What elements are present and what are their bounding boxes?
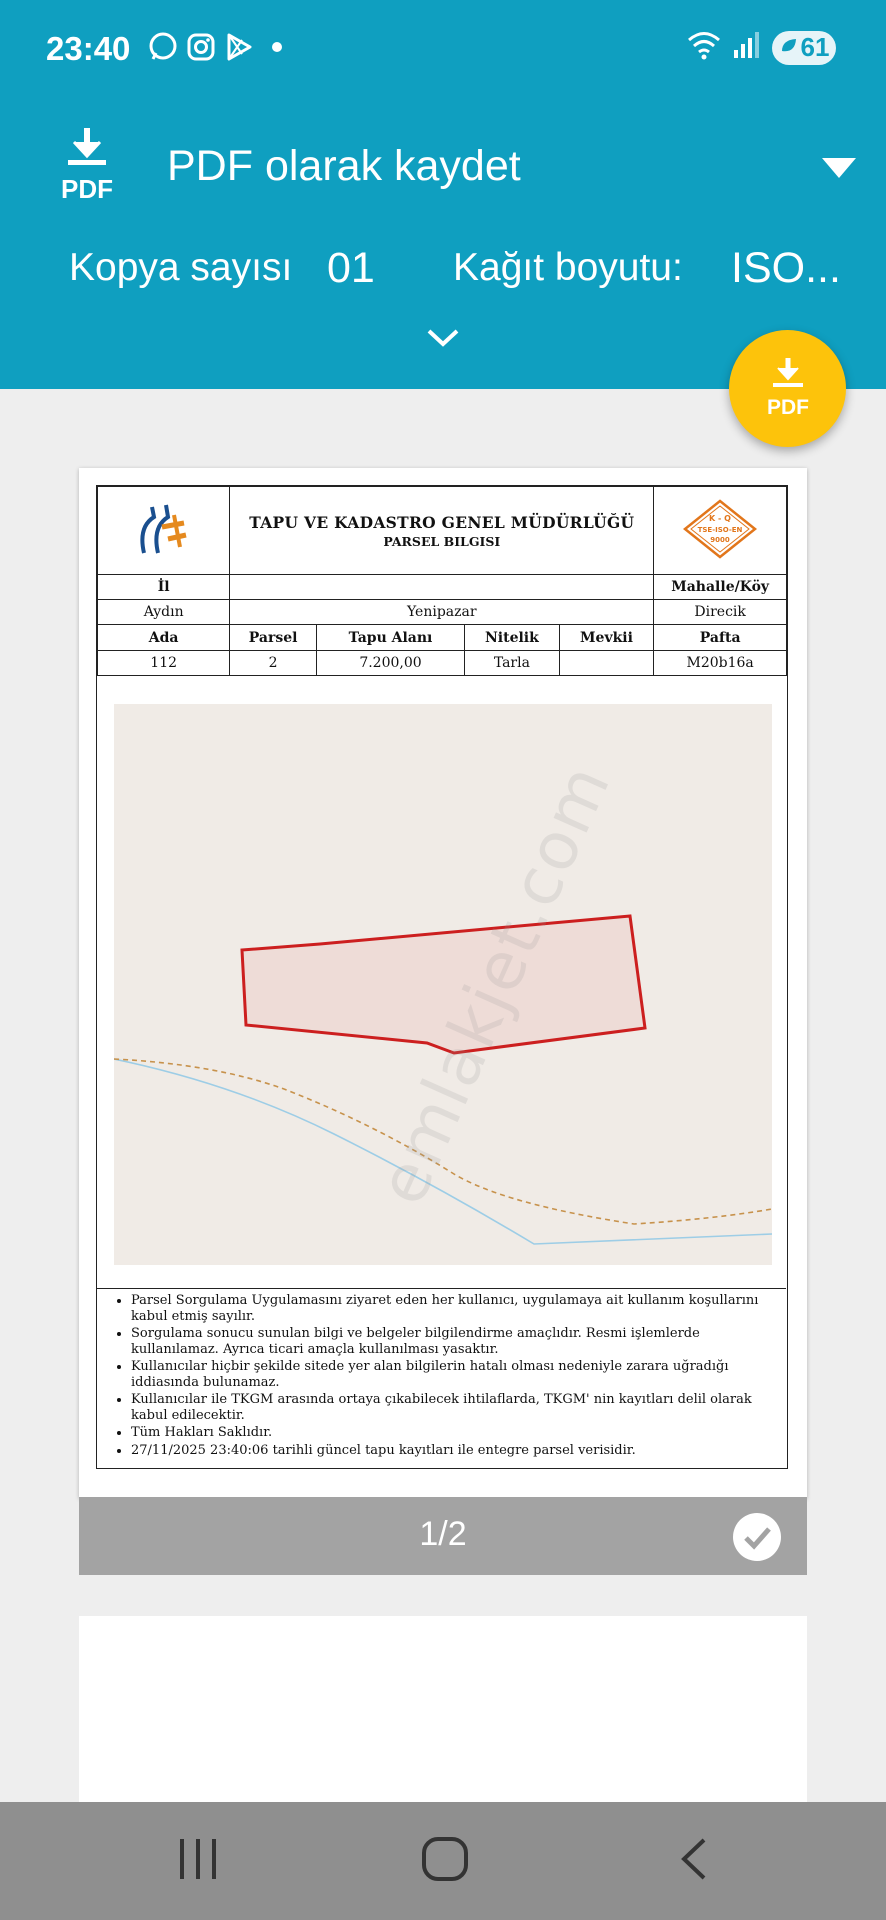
mahalle-header: Mahalle/Köy [654,575,787,600]
whatsapp-icon [148,32,178,62]
parcel-document [96,485,788,1469]
stamp-line-3: 9000 [710,535,730,544]
play-store-icon [224,32,254,62]
wifi-icon [686,30,722,65]
iso-stamp-icon [682,498,758,560]
note-item: • Kullanıcılar hiçbir şekilde sitede yer alan bilgilerin hatalı olması nedeniyle zarara uğradığı iddiasında bulunamaz. [131,1359,778,1390]
page-footer [79,1497,807,1575]
chevron-down-icon[interactable] [426,328,460,348]
parsel-value: 2 [230,651,317,676]
ada-value: 112 [98,651,230,676]
mahalle-value: Direcik [654,600,787,625]
page-indicator: 1/2 [419,1515,467,1553]
tapu-alani-value: 7.200,00 [316,651,464,676]
ada-header: Ada [98,625,230,651]
mevkii-value [559,651,654,676]
iso-stamp [654,487,787,575]
instagram-icon [186,32,216,62]
document-title: TAPU VE KADASTRO GENEL MÜDÜRLÜĞÜ [249,512,635,532]
note-item: • Tüm Hakları Saklıdır. [131,1425,778,1441]
watermark-text: emlakjet.com [363,752,626,1216]
check-icon [733,1513,781,1561]
note-item: • 27/11/2025 23:40:06 tarihli güncel tapu kayıtları ile entegre parsel verisidir. [131,1443,778,1459]
nitelik-header: Nitelik [465,625,560,651]
battery-level: 61 [800,32,830,62]
pdf-icon-label: PDF [61,174,113,200]
fab-label: PDF [767,396,809,419]
note-item: • Parsel Sorgulama Uygulamasını ziyaret eden her kullanıcı, uygulamaya ait kullanım koşullarını kabul etmiş sayılır. [131,1293,778,1324]
battery-saver-icon [779,32,799,63]
home-icon[interactable] [424,1839,466,1879]
nitelik-value: Tarla [465,651,560,676]
paper-size-label: Kağıt boyutu: [453,246,683,289]
tkgm-logo-icon [134,497,194,561]
il-header: İl [98,575,230,600]
note-item: • Sorgulama sonucu sunulan bilgi ve belgeler bilgilendirme amaçlıdır. Resmi işlemlerde kullanılamaz. Ayrıca ticari amaçla kullanılması yasaktır. [131,1326,778,1357]
parsel-header: Parsel [230,625,317,651]
disclaimer-notes [97,1288,786,1460]
copies-label: Kopya sayısı [69,246,293,289]
dot-icon [262,32,292,62]
tapu-alani-header: Tapu Alanı [316,625,464,651]
ilce-header [230,575,654,600]
stamp-line-1: K - Q [709,513,732,523]
battery-indicator [772,31,836,65]
status-right [686,30,836,65]
page-preview-1[interactable] [79,468,807,1553]
document-subtitle: PARSEL BILGISI [383,533,501,549]
document-header-table [97,486,787,676]
parcel-map [114,704,772,1265]
signal-icon [732,30,762,65]
paper-size-select[interactable]: ISO... [731,244,841,292]
dropdown-arrow-icon[interactable] [822,158,856,178]
tkgm-logo [98,487,230,575]
status-time: 23:40 [46,30,131,67]
document-title-cell [230,487,654,575]
back-icon[interactable] [684,1840,704,1878]
il-value: Aydın [98,600,230,625]
note-item: • Kullanıcılar ile TKGM arasında ortaya çıkabilecek ihtilaflarda, TKGM' nin kayıtları delil olarak kabul edilecektir. [131,1392,778,1423]
pafta-header: Pafta [654,625,787,651]
pdf-download-icon [54,126,120,200]
pafta-value: M20b16a [654,651,787,676]
status-app-icons [148,32,292,62]
mevkii-header: Mevkii [559,625,654,651]
status-bar [0,0,886,86]
navigation-bar [0,1802,886,1920]
destination-selector[interactable]: PDF olarak kaydet [167,142,521,190]
ilce-value: Yenipazar [230,600,654,625]
page-select-checkbox[interactable] [733,1513,781,1561]
recent-apps-icon[interactable] [180,1839,216,1879]
stamp-line-2: TSE-ISO-EN [697,525,743,534]
copies-input[interactable]: 01 [327,244,375,292]
save-pdf-button[interactable] [729,330,846,447]
